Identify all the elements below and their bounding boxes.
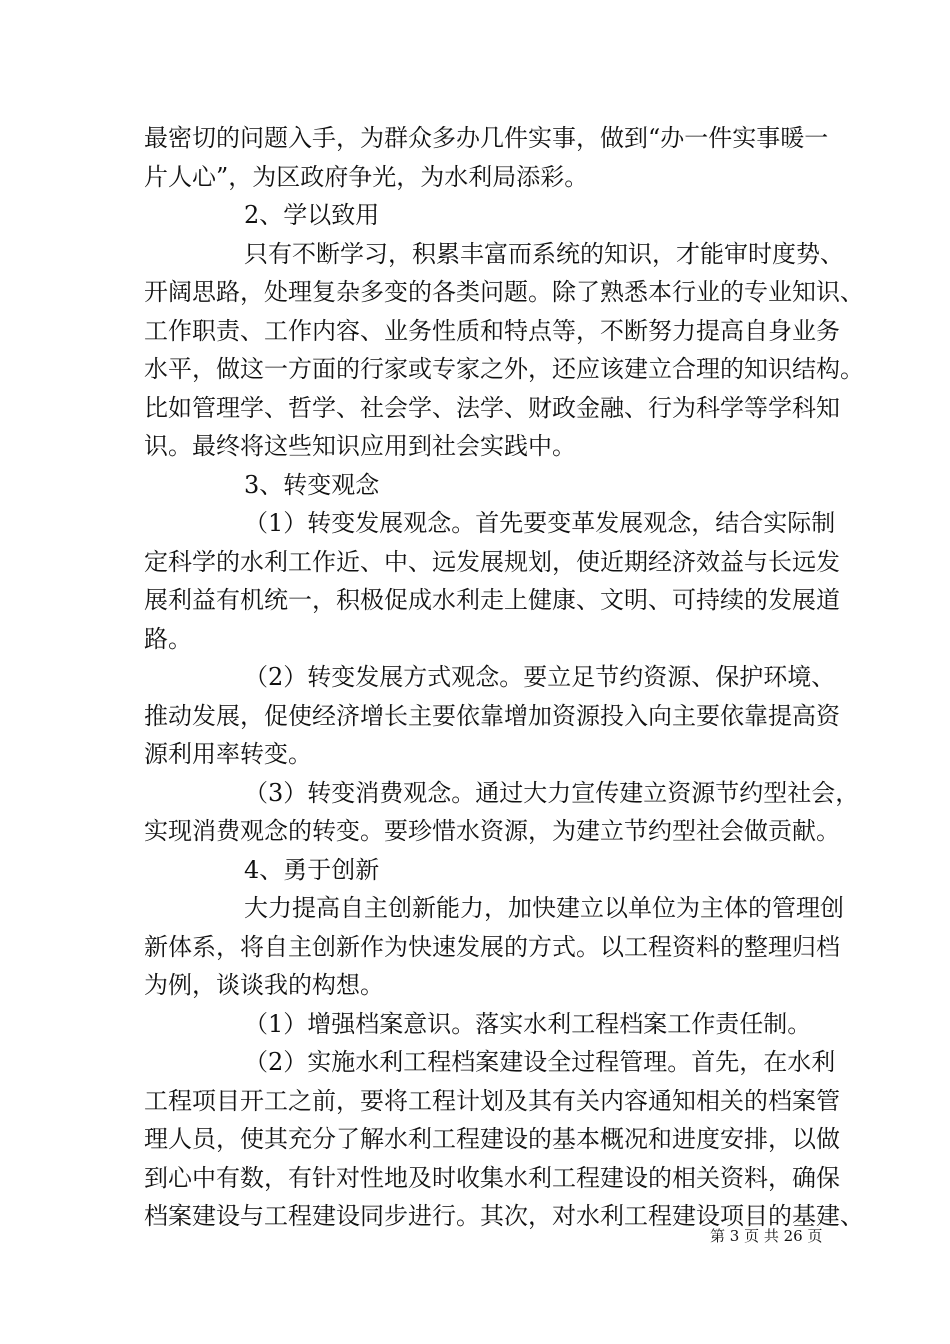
text-line: （2）实施水利工程档案建设全过程管理。首先，在水利	[244, 1048, 836, 1076]
text-line: 片人心”，为区政府争光，为水利局添彩。	[144, 163, 589, 191]
text-line: （2）转变发展方式观念。要立足节约资源、保护环境、	[244, 663, 836, 691]
section-heading: 4、勇于创新	[244, 856, 380, 884]
text-line: 水平，做这一方面的行家或专家之外，还应该建立合理的知识结构。	[144, 355, 864, 383]
text-line: 识。最终将这些知识应用到社会实践中。	[144, 432, 576, 460]
text-line: 开阔思路，处理复杂多变的各类问题。除了熟悉本行业的专业知识、	[144, 278, 864, 306]
page-number: 第 3 页 共 26 页	[710, 1227, 823, 1245]
text-line: 比如管理学、哲学、社会学、法学、财政金融、行为科学等学科知	[144, 394, 840, 422]
text-line: 最密切的问题入手，为群众多办几件实事，做到“办一件实事暖一	[144, 124, 829, 152]
text-line: 到心中有数，有针对性地及时收集水利工程建设的相关资料，确保	[144, 1164, 840, 1192]
text-line: 源利用率转变。	[144, 740, 312, 768]
text-line: 工作职责、工作内容、业务性质和特点等，不断努力提高自身业务	[144, 317, 840, 345]
text-line: 工程项目开工之前，要将工程计划及其有关内容通知相关的档案管	[144, 1087, 840, 1115]
section-heading: 3、转变观念	[244, 471, 380, 499]
text-line: 实现消费观念的转变。要珍惜水资源，为建立节约型社会做贡献。	[144, 817, 840, 845]
text-line: 展利益有机统一，积极促成水利走上健康、文明、可持续的发展道	[144, 586, 840, 614]
text-line: 新体系，将自主创新作为快速发展的方式。以工程资料的整理归档	[144, 933, 840, 961]
section-heading: 2、学以致用	[244, 201, 380, 229]
text-line: 理人员，使其充分了解水利工程建设的基本概况和进度安排，以做	[144, 1125, 840, 1153]
text-line: （3）转变消费观念。通过大力宣传建立资源节约型社会，	[244, 779, 860, 807]
text-line: 大力提高自主创新能力，加快建立以单位为主体的管理创	[244, 894, 844, 922]
text-line: （1）增强档案意识。落实水利工程档案工作责任制。	[244, 1010, 812, 1038]
text-line: （1）转变发展观念。首先要变革发展观念，结合实际制	[244, 509, 836, 537]
text-line: 路。	[144, 625, 192, 653]
text-line: 档案建设与工程建设同步进行。其次，对水利工程建设项目的基建、	[144, 1202, 864, 1230]
text-line: 为例，谈谈我的构想。	[144, 971, 384, 999]
text-line: 定科学的水利工作近、中、远发展规划，使近期经济效益与长远发	[144, 548, 840, 576]
text-line: 只有不断学习，积累丰富而系统的知识，才能审时度势、	[244, 240, 844, 268]
text-line: 推动发展，促使经济增长主要依靠增加资源投入向主要依靠提高资	[144, 702, 840, 730]
